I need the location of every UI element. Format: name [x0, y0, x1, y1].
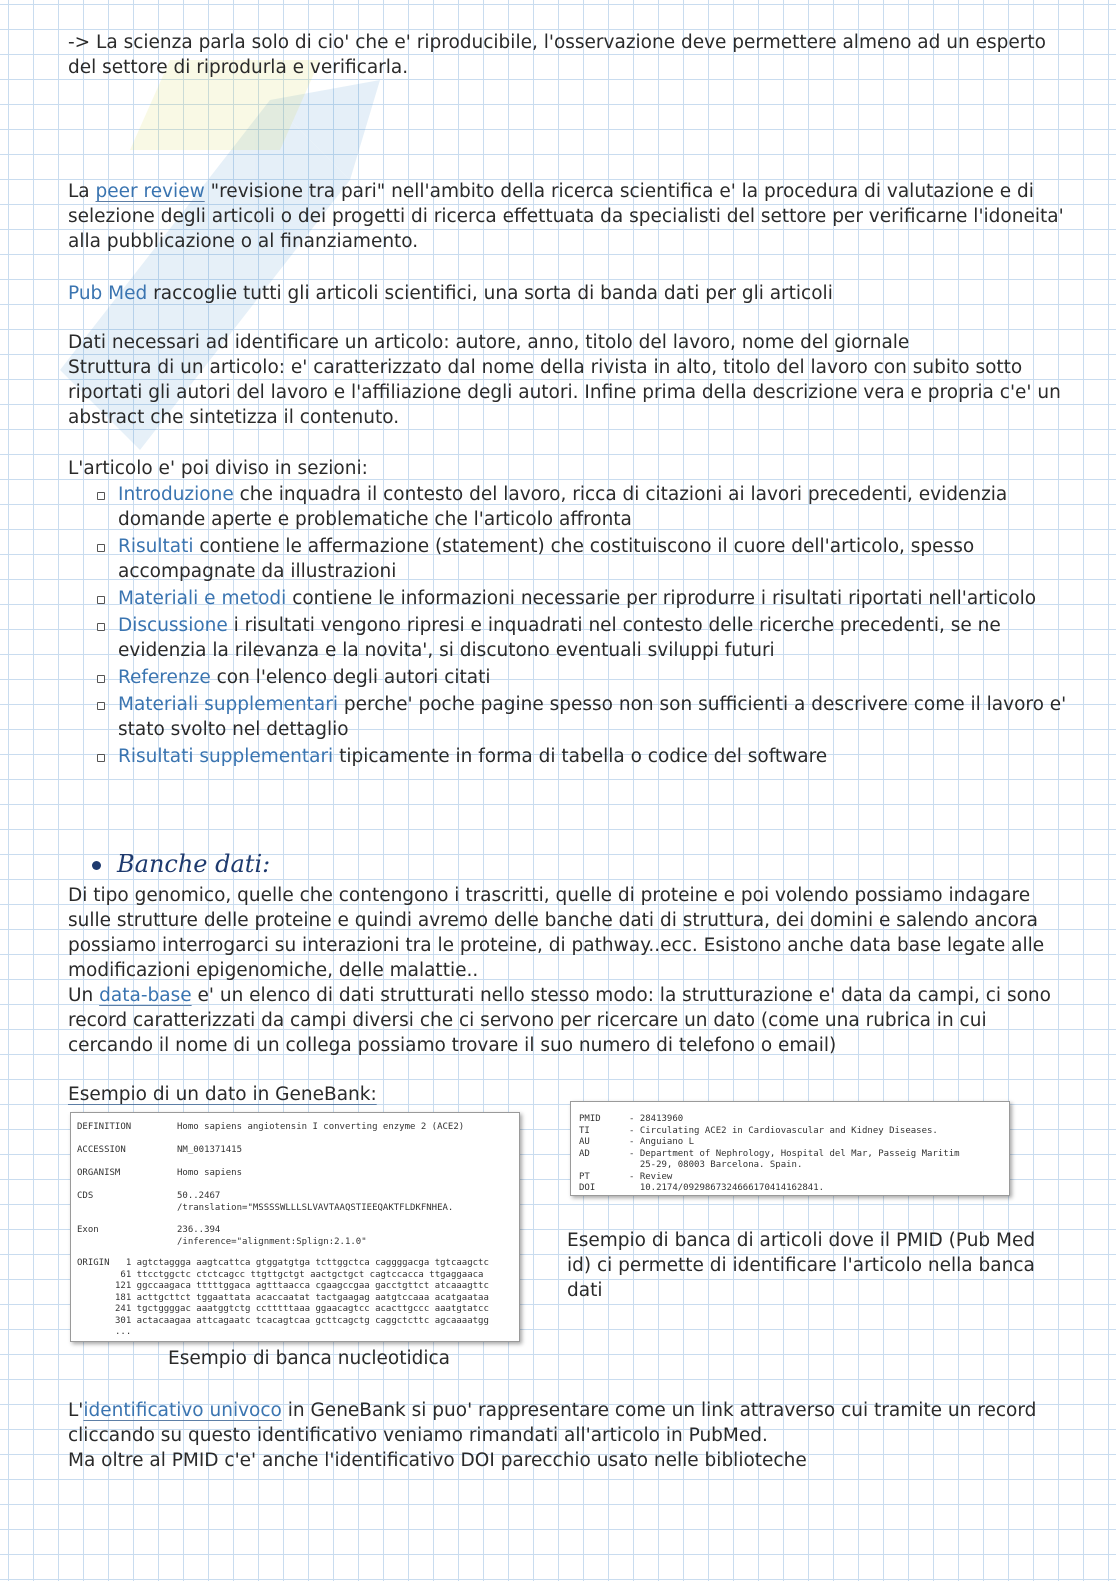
list-item: Introduzione che inquadra il contesto del lavoro, ricca di citazioni ai lavori precedenti, evidenzia domande aperte e problematiche che l'articolo affronta — [68, 482, 1068, 532]
dati-necessari-line: Dati necessari ad identificare un articolo: autore, anno, titolo del lavoro, nome del giornale — [68, 332, 910, 353]
genebank-field: Exon 236..394 /inference="alignment:Splign:2.1.0" — [77, 1225, 367, 1247]
pubmed-field: DOI 10.2174/0929867324666170414162841. — [579, 1183, 825, 1193]
genebank-record-figure — [70, 1112, 520, 1342]
sequence-block: 1 agtctaggga aagtcattca gtggatgtga tcttggctca caggggacga tgtcaagctc 61 ttcctggctc ctctcagcc ttgttgctgt aactgctgct cagtccacca ttgaggaaca 121 ggccaagaca tttttggaca agtttaacca cgaagccgaa gacctgttct atcaaagttc 181 acttgcttct tggaattata acaccaatat tactgaagag aatgtccaaa acatgaataa 241 tgctggggac aaatggtctg cctttttaaa ggaacagtcc acacttgccc aaatgtatcc 301 actacaagaa attcagaatc tcacagtcaa gcttcagctg caggctcttc agcaaaatgg ... — [115, 1258, 489, 1337]
list-item: Referenze con l'elenco degli autori citati — [68, 665, 1068, 690]
list-item: Materiali e metodi contiene le informazioni necessarie per riprodurre i risultati riportati nell'articolo — [68, 586, 1068, 611]
genebank-origin: ORIGIN 1 agtctaggga aagtcattca gtggatgtga tcttggctca caggggacga tgtcaagctc 61 ttcctggctc ctctcagcc ttgttgctgt aactgctgct cagtccacca ttgaggaaca 121 ggccaagaca tttttggaca agtttaacca cgaagccgaa gacctgttct atcaaagttc 181 acttgcttct tggaattata acaccaatat tactgaagag aatgtccaaa acatgaataa 241 tgctggggac aaatggtctg cctttttaaa ggaacagtcc acacttgccc aaatgtatcc 301 actacaagaa attcagaatc tcacagtcaa gcttcagctg caggctcttc agcaaaatgg ... — [77, 1258, 489, 1337]
genebank-example-label: Esempio di un dato in GeneBank: — [68, 1084, 377, 1105]
pubmed-record-figure — [570, 1101, 1010, 1196]
identificativo-paragraph: L'identificativo univoco in GeneBank si puo' rappresentare come un link attraverso cui tramite un record cliccando su questo identificativo veniamo rimandati all'articolo in PubMed. — [68, 1400, 1037, 1446]
peer-review-paragraph: La peer review "revisione tra pari" nell'ambito della ricerca scientifica e' la procedura di valutazione e di selezione degli articoli o dei progetti di ricerca effettuata da specialisti del settore per verificarne l'idoneita' alla pubblicazione o al finanziamento. — [68, 181, 1064, 252]
genebank-field: ACCESSION NM_001371415 — [77, 1145, 243, 1155]
struttura-paragraph: Struttura di un articolo: e' caratterizzato dal nome della rivista in alto, titolo del lavoro con subito sotto riportati gli autori del lavoro e l'affiliazione degli autori. Infine prima della descrizione vera e propria c'e' un abstract che sintetizza il contenuto. — [68, 357, 1061, 428]
sections-intro: L'articolo e' poi diviso in sezioni: — [68, 458, 368, 479]
list-item: Risultati supplementari tipicamente in forma di tabella o codice del software — [68, 744, 1068, 769]
identificativo-term: identificativo univoco — [83, 1400, 282, 1421]
database-paragraph: Un data-base e' un elenco di dati strutturati nello stesso modo: la strutturazione e' data da campi, ci sono record caratterizzati da campi diversi che ci servono per ricercare un dato (come una rubrica in cui cercando il nome di un collega possiamo trovare il suo numero di telefono o email) — [68, 985, 1051, 1056]
database-term: data-base — [99, 985, 192, 1006]
bullet-dot-icon — [92, 861, 101, 870]
genebank-field: DEFINITION Homo sapiens angiotensin I converting enzyme 2 (ACE2) — [77, 1122, 465, 1132]
pubmed-field: PMID - 28413960 — [579, 1114, 684, 1124]
pubmed-paragraph: Pub Med raccoglie tutti gli articoli scientifici, una sorta di banda dati per gli articoli — [68, 283, 833, 304]
pubmed-field: AD - Department of Nephrology, Hospital del Mar, Passeig Maritim 25-29, 08003 Barcelona. Spain. — [579, 1148, 960, 1170]
sections-list — [68, 482, 1068, 769]
genebank-field: CDS 50..2467 /translation="MSSSSWLLLSLVAVTAAQSTIEEQAKTFLDKFNHEA. — [77, 1191, 454, 1213]
pubmed-caption: Esempio di banca di articoli dove il PMID (Pub Med id) ci permette di identificare l'articolo nella banca dati — [567, 1230, 1036, 1301]
list-item: Discussione i risultati vengono ripresi e inquadrati nel contesto delle ricerche precedenti, se ne evidenzia la rilevanza e la novita', si discutono eventuali sviluppi futuri — [68, 613, 1068, 663]
banche-dati-heading: Banche dati: — [92, 850, 270, 878]
pubmed-field: PT - Review — [579, 1171, 673, 1182]
nucleotide-caption: Esempio di banca nucleotidica — [168, 1348, 451, 1369]
pubmed-field: AU - Anguiano L — [579, 1137, 695, 1147]
peer-review-term: peer review — [95, 181, 205, 202]
intro-paragraph: -> La scienza parla solo di cio' che e' riproducibile, l'osservazione deve permettere almeno ad un esperto del settore di riprodurla e verificarla. — [68, 32, 1046, 78]
pubmed-term: Pub Med — [68, 283, 148, 304]
banche-paragraph: Di tipo genomico, quelle che contengono i trascritti, quelle di proteine e poi volendo possiamo indagare sulle strutture delle proteine e quindi avremo delle banche dati di struttura, dei domini e salendo ancora possiamo interrogarci su interazioni tra le proteine, di pathway..ecc. Esistono anche data base legate alle modificazioni epigenomiche, delle malattie.. — [68, 885, 1045, 981]
doi-note: Ma oltre al PMID c'e' anche l'identificativo DOI parecchio usato nelle biblioteche — [68, 1450, 807, 1471]
genebank-field: ORGANISM Homo sapiens — [77, 1168, 243, 1178]
pubmed-field: TI - Circulating ACE2 in Cardiovascular and Kidney Diseases. — [579, 1125, 938, 1136]
list-item: Risultati contiene le affermazione (statement) che costituiscono il cuore dell'articolo, spesso accompagnate da illustrazioni — [68, 534, 1068, 584]
list-item: Materiali supplementari perche' poche pagine spesso non son sufficienti a descrivere come il lavoro e' stato svolto nel dettaglio — [68, 692, 1068, 742]
sections-list-wrapper — [68, 482, 1068, 771]
